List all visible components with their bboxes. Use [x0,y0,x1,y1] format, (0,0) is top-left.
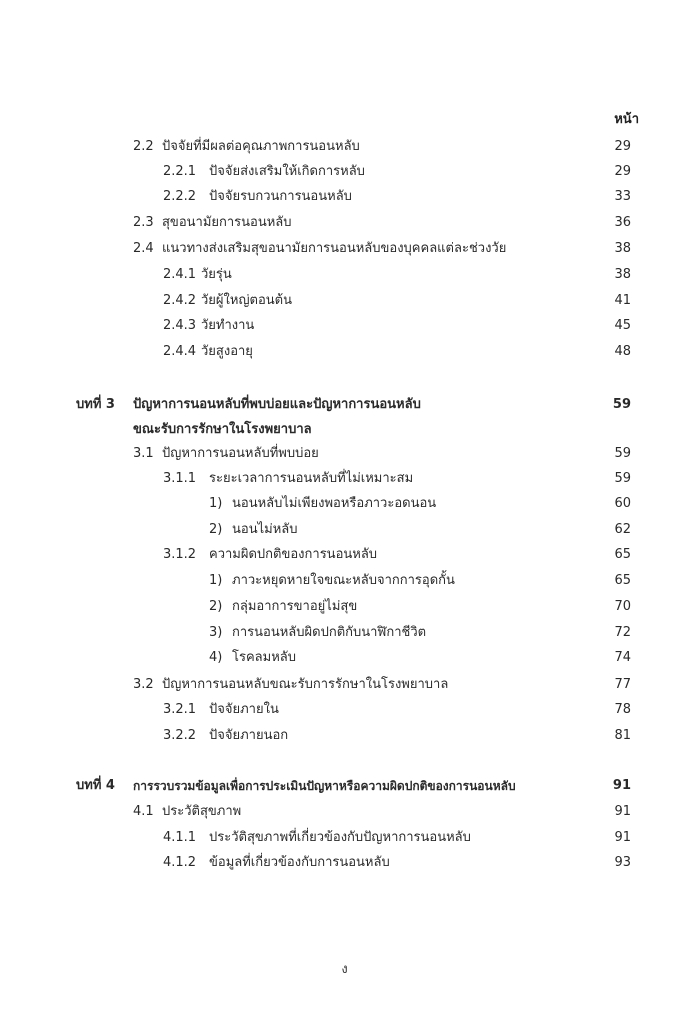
toc-chapter-4[interactable] [0,773,689,799]
toc-entry-title: กลุ่มอาการขาอยู่ไม่สุข [232,599,358,614]
toc-entry-title: วัยผู้ใหญ่ตอนต้น [201,293,292,308]
toc-entry-page: 29 [614,139,631,154]
toc-entry-title: วัยสูงอายุ [201,344,253,359]
toc-entry-3-1-1-item-2[interactable] [0,517,689,543]
page-number: ง [341,962,348,977]
toc-entry-page: 48 [614,344,631,359]
toc-entry-number: 3) [209,625,223,640]
toc-entry-2-4-3[interactable] [0,313,689,339]
toc-entry-page: 59 [614,446,631,461]
toc-entry-title: นอนหลับไม่เพียงพอหรือภาวะอดนอน [232,496,437,511]
toc-chapter-3[interactable] [0,392,689,418]
toc-entry-page: 59 [614,471,631,486]
toc-entry-3-1-1-item-1[interactable] [0,491,689,517]
toc-entry-number: 3.2 [133,677,154,692]
toc-entry-page: 77 [614,677,631,692]
toc-entry-number: 4.1 [133,804,154,819]
toc-entry-number: 4.1.2 [163,855,197,870]
toc-entry-title: ปัญหาการนอนหลับที่พบบ่อย [162,446,319,461]
toc-entry-title: ปัจจัยภายใน [209,702,279,717]
toc-entry-title: ภาวะหยุดหายใจขณะหลับจากการอุดกั้น [232,573,455,588]
toc-entry-number: 3.1.2 [163,547,197,562]
toc-entry-page: 91 [614,830,631,845]
toc-entry-3-1-2[interactable] [0,542,689,568]
toc-entry-number: 1) [209,573,223,588]
toc-entry-number: 2.4 [133,241,154,256]
toc-entry-3-1[interactable] [0,441,689,467]
toc-entry-title: ปัจจัยที่มีผลต่อคุณภาพการนอนหลับ [162,139,360,154]
toc-entry-2-4[interactable] [0,236,689,262]
toc-entry-2-2-1[interactable] [0,159,689,185]
toc-entry-page: 91 [614,804,631,819]
toc-entry-number: 2.2.1 [163,164,197,179]
toc-entry-page: 81 [614,728,631,743]
toc-entry-title: ปัจจัยส่งเสริมให้เกิดการหลับ [209,164,365,179]
toc-entry-page: 33 [614,189,631,204]
toc-entry-number: 3.2.1 [163,702,197,717]
toc-entry-title: แนวทางส่งเสริมสุขอนามัยการนอนหลับของบุคคลแต่ละช่วงวัย [162,241,507,256]
toc-chapter-number: บทที่ 3 [76,397,115,412]
toc-entry-title: การนอนหลับผิดปกติกับนาฬิกาชีวิต [232,625,427,640]
toc-entry-2-3[interactable] [0,210,689,236]
toc-entry-page: 38 [614,267,631,282]
toc-entry-title: ประวัติสุขภาพ [162,804,242,819]
toc-entry-number: 2.3 [133,215,154,230]
toc-entry-page: 29 [614,164,631,179]
toc-entry-4-1-2[interactable] [0,850,689,876]
toc-entry-number: 2.4.4 [163,344,197,359]
toc-chapter-page: 59 [612,397,631,412]
toc-entry-3-1-2-item-4[interactable] [0,645,689,671]
toc-entry-title: โรคลมหลับ [232,650,296,665]
toc-entry-number: 2.4.3 [163,318,197,333]
toc-entry-number: 2) [209,599,223,614]
toc-entry-number: 1) [209,496,223,511]
toc-entry-page: 93 [614,855,631,870]
toc-entry-page: 41 [614,293,631,308]
toc-entry-title: นอนไม่หลับ [232,522,298,537]
toc-chapter-3-title-continued [0,417,689,443]
toc-entry-number: 2.2.2 [163,189,197,204]
toc-entry-page: 60 [614,496,631,511]
toc-entry-page: 65 [614,573,631,588]
toc-chapter-title: การรวบรวมข้อมูลเพื่อการประเมินปัญหาหรือความผิดปกติของการนอนหลับ [133,779,516,793]
page-label: หน้า [614,112,639,127]
toc-entry-2-2-2[interactable] [0,184,689,210]
toc-entry-2-2[interactable] [0,134,689,160]
toc-entry-page: 65 [614,547,631,562]
toc-entry-title: ปัจจัยภายนอก [209,728,289,743]
toc-entry-3-2-2[interactable] [0,723,689,749]
toc-chapter-title-line-2: ขณะรับการรักษาในโรงพยาบาล [133,422,312,437]
toc-entry-3-1-2-item-2[interactable] [0,594,689,620]
toc-entry-3-1-1[interactable] [0,466,689,492]
toc-entry-3-2-1[interactable] [0,697,689,723]
toc-entry-title: ปัญหาการนอนหลับขณะรับการรักษาในโรงพยาบาล [162,677,449,692]
toc-entry-2-4-1[interactable] [0,262,689,288]
toc-entry-3-2[interactable] [0,672,689,698]
toc-chapter-page: 91 [612,778,631,793]
toc-entry-4-1-1[interactable] [0,825,689,851]
toc-entry-2-4-4[interactable] [0,339,689,365]
toc-entry-page: 38 [614,241,631,256]
toc-entry-title: สุขอนามัยการนอนหลับ [162,215,292,230]
toc-entry-title: ระยะเวลาการนอนหลับที่ไม่เหมาะสม [209,471,414,486]
toc-entry-number: 2.4.1 [163,267,197,282]
toc-entry-page: 70 [614,599,631,614]
toc-entry-page: 78 [614,702,631,717]
toc-entry-page: 72 [614,625,631,640]
toc-entry-3-1-2-item-3[interactable] [0,620,689,646]
toc-entry-number: 2.2 [133,139,154,154]
toc-chapter-title: ปัญหาการนอนหลับที่พบบ่อยและปัญหาการนอนหลับ [133,397,421,412]
toc-entry-number: 2) [209,522,223,537]
toc-entry-2-4-2[interactable] [0,288,689,314]
toc-entry-3-1-2-item-1[interactable] [0,568,689,594]
toc-entry-number: 4) [209,650,223,665]
toc-entry-title: วัยทำงาน [201,318,255,333]
toc-entry-number: 3.2.2 [163,728,197,743]
toc-entry-number: 4.1.1 [163,830,197,845]
toc-entry-number: 3.1.1 [163,471,197,486]
toc-chapter-number: บทที่ 4 [76,778,115,793]
toc-entry-title: ข้อมูลที่เกี่ยวข้องกับการนอนหลับ [209,855,390,870]
toc-entry-page: 36 [614,215,631,230]
toc-entry-title: ปัจจัยรบกวนการนอนหลับ [209,189,352,204]
toc-entry-title: ประวัติสุขภาพที่เกี่ยวข้องกับปัญหาการนอนหลับ [209,830,471,845]
toc-entry-page: 45 [614,318,631,333]
toc-entry-4-1[interactable] [0,799,689,825]
toc-entry-title: วัยรุ่น [201,267,232,282]
toc-entry-number: 2.4.2 [163,293,197,308]
toc-entry-title: ความผิดปกติของการนอนหลับ [209,547,378,562]
toc-entry-page: 62 [614,522,631,537]
toc-entry-number: 3.1 [133,446,154,461]
toc-entry-page: 74 [614,650,631,665]
